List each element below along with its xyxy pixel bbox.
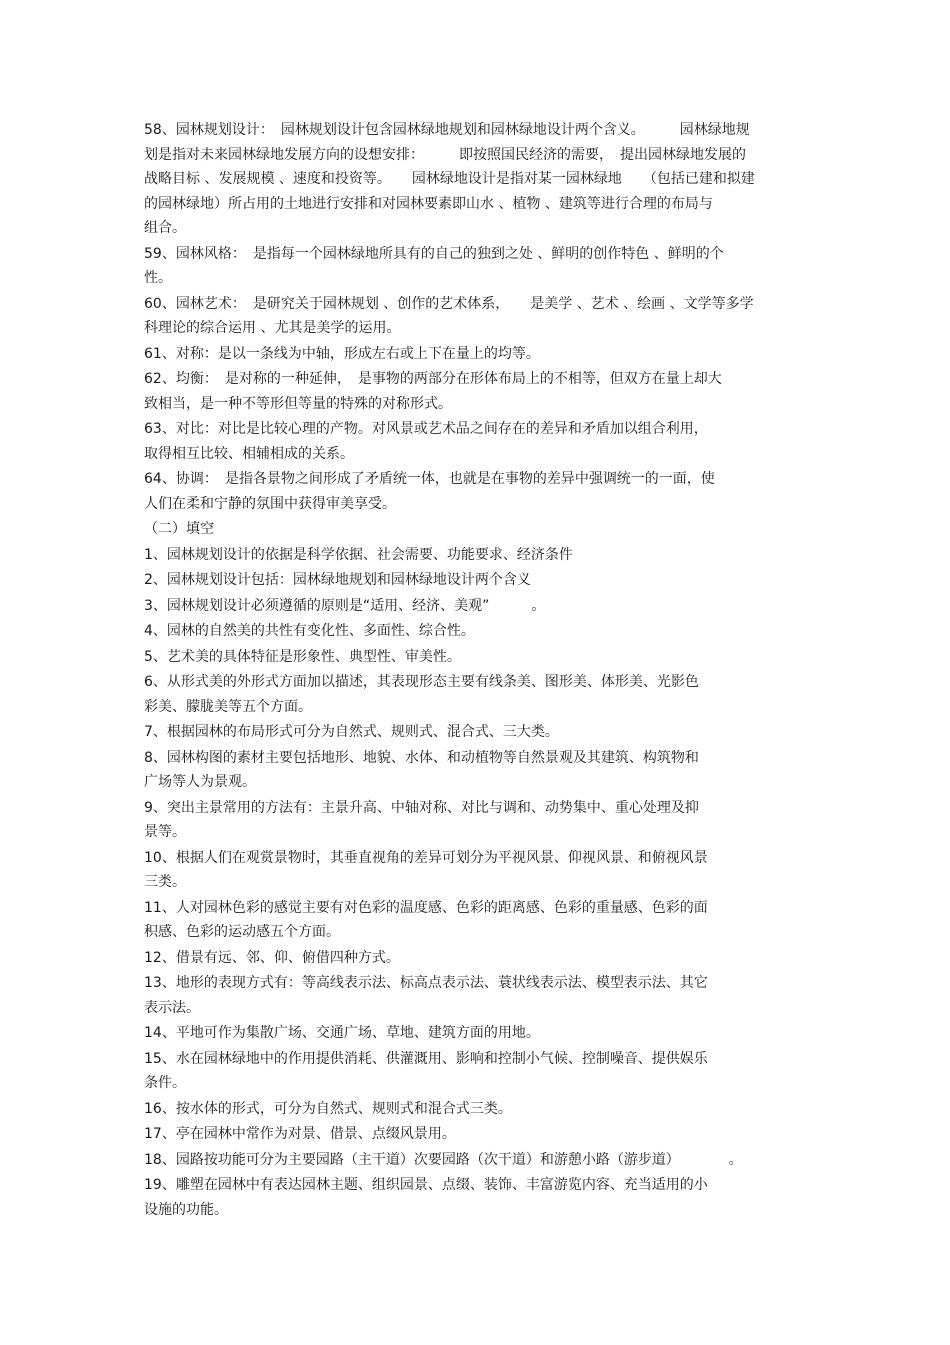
definition-entry: [144, 417, 804, 466]
fill-blank-entry: [144, 971, 804, 1020]
definition-entry-line: 63、对比：对比是比较心理的产物。对风景或艺术品之间存在的差异和矛盾加以组合利用，: [144, 421, 708, 437]
fill-blank-entry-line: 广场等人为景观。: [144, 774, 256, 790]
definition-entry-line: 组合。: [144, 220, 186, 236]
fill-blank-entry: [144, 543, 804, 568]
definition-entry-line: 58、园林规划设计： 园林规划设计包含园林绿地规划和园林绿地设计两个含义。 园林绿地规: [144, 122, 750, 138]
fill-blank-entry-line: 12、借景有远、邻、仰、俯借四种方式。: [144, 949, 400, 966]
fill-blank-entry-line: 18、园路按功能可分为主要园路（主干道）次要园路（次干道）和游憩小路（游步道） 。: [144, 1151, 743, 1168]
fill-blank-entry-line: 9、突出主景常用的方法有：主景升高、中轴对称、对比与调和、动势集中、重心处理及抑: [144, 799, 699, 816]
definition-entry-line: 的园林绿地）所占用的土地进行安排和对园林要素即山水 、植物 、建筑等进行合理的布局与: [144, 195, 713, 212]
fill-blank-list: [144, 543, 804, 1223]
fill-blank-entry-line: 4、园林的自然美的共性有变化性、多面性、综合性。: [144, 623, 475, 639]
definition-entry-line: 划是指对未来园林绿地发展方向的设想安排： 即按照国民经济的需要， 提出园林绿地发展的: [144, 146, 746, 163]
definition-entry-line: 62、均衡： 是对称的一种延伸， 是事物的两部分在形体布局上的不相等，但双方在量上却大: [144, 371, 722, 387]
definition-entry: [144, 242, 804, 291]
definition-entry-line: 科理论的综合运用 、尤其是美学的运用。: [144, 320, 401, 336]
fill-blank-entry-line: 19、雕塑在园林中有表达园林主题、组织园景、点缀、装饰、丰富游览内容、充当适用的小: [144, 1177, 708, 1193]
fill-blank-entry: [144, 645, 804, 670]
fill-blank-entry-line: 13、地形的表现方式有：等高线表示法、标高点表示法、蓑状线表示法、模型表示法、其它: [144, 975, 708, 991]
fill-blank-entry: [144, 746, 804, 795]
definition-entry: [144, 292, 804, 341]
definition-entry: [144, 118, 804, 241]
fill-blank-entry-line: 8、园林构图的素材主要包括地形、地貌、水体、和动植物等自然景观及其建筑、构筑物和: [144, 749, 699, 766]
fill-blank-entry-line: 2、园林规划设计包括：园林绿地规划和园林绿地设计两个含义: [144, 572, 531, 588]
fill-blank-entry-line: 5、艺术美的具体特征是形象性、典型性、审美性。: [144, 648, 461, 665]
definition-entry: [144, 467, 804, 516]
fill-blank-entry: [144, 846, 804, 895]
section-title: （二）填空: [144, 521, 214, 537]
fill-blank-entry: [144, 1122, 804, 1147]
definition-entry-line: 59、园林风格： 是指每一个园林绿地所具有的自己的独到之处 、鲜明的创作特色 、鲜明的个: [144, 245, 724, 262]
fill-blank-entry: [144, 1097, 804, 1122]
fill-blank-entry: [144, 1021, 804, 1046]
fill-blank-entry: [144, 796, 804, 845]
fill-blank-entry-line: 10、根据人们在观赏景物时，其垂直视角的差异可划分为平视风景、仰视风景、和俯视风景: [144, 849, 708, 866]
fill-blank-entry: [144, 1047, 804, 1096]
fill-blank-entry-line: 16、按水体的形式，可分为自然式、规则式和混合式三类。: [144, 1100, 512, 1117]
fill-blank-entry-line: 14、平地可作为集散广场、交通广场、草地、建筑方面的用地。: [144, 1025, 540, 1041]
fill-blank-entry: [144, 1173, 804, 1222]
definition-entry-line: 61、对称：是以一条线为中轴，形成左右或上下在量上的均等。: [144, 345, 540, 362]
fill-blank-entry: [144, 594, 804, 619]
fill-blank-entry-line: 表示法。: [144, 999, 200, 1016]
fill-blank-entry: [144, 619, 804, 644]
fill-blank-entry-line: 15、水在园林绿地中的作用提供消耗、供灌溉用、影响和控制小气候、控制噪音、提供娱乐: [144, 1050, 708, 1067]
definition-entry-line: 战略目标 、发展规模 、速度和投资等。 园林绿地设计是指对某一园林绿地 （包括已建和拟建: [144, 171, 755, 187]
fill-blank-entry-line: 11、人对园林色彩的感觉主要有对色彩的温度感、色彩的距离感、色彩的重量感、色彩的面: [144, 899, 708, 916]
fill-blank-entry-line: 积感、色彩的运动感五个方面。: [144, 924, 340, 940]
fill-blank-entry: [144, 946, 804, 971]
definition-entry-line: 人们在柔和宁静的氛围中获得审美享受。: [144, 495, 396, 512]
document-body: [144, 118, 804, 1223]
fill-blank-entry-line: 1、园林规划设计的依据是科学依据、社会需要、功能要求、经济条件: [144, 546, 573, 563]
fill-blank-entry-line: 7、根据园林的布局形式可分为自然式、规则式、混合式、三大类。: [144, 724, 559, 740]
fill-blank-entry: [144, 896, 804, 945]
definition-entry-line: 性。: [144, 270, 172, 286]
fill-blank-entry-line: 17、亭在园林中常作为对景、借景、点缀风景用。: [144, 1126, 456, 1142]
definition-entry-line: 64、协调： 是指各景物之间形成了矛盾统一体，也就是在事物的差异中强调统一的一面，使: [144, 471, 715, 487]
definition-entry-line: 致相当，是一种不等形但等量的特殊的对称形式。: [144, 395, 452, 412]
fill-blank-entry-line: 设施的功能。: [144, 1201, 228, 1218]
fill-blank-entry-line: 景等。: [144, 824, 186, 840]
fill-blank-entry-line: 彩美、朦胧美等五个方面。: [144, 698, 312, 715]
fill-blank-entry-line: 3、园林规划设计必须遵循的原则是“适用、经济、美观” 。: [144, 597, 546, 614]
definition-entry: [144, 342, 804, 367]
fill-blank-entry-line: 6、从形式美的外形式方面加以描述，其表现形态主要有线条美、图形美、体形美、光影色: [144, 674, 699, 690]
fill-blank-entry: [144, 1148, 804, 1173]
definition-entry-line: 60、园林艺术： 是研究关于园林规划 、创作的艺术体系， 是美学 、艺术 、绘画 、文学等多学: [144, 295, 754, 312]
definition-entry-line: 取得相互比较、相辅相成的关系。: [144, 445, 354, 462]
fill-blank-entry: [144, 720, 804, 745]
fill-blank-entry: [144, 568, 804, 593]
definition-entry: [144, 367, 804, 416]
fill-blank-entry: [144, 670, 804, 719]
fill-blank-entry-line: 条件。: [144, 1075, 186, 1091]
definitions-list: [144, 118, 804, 516]
fill-blank-entry-line: 三类。: [144, 874, 186, 890]
